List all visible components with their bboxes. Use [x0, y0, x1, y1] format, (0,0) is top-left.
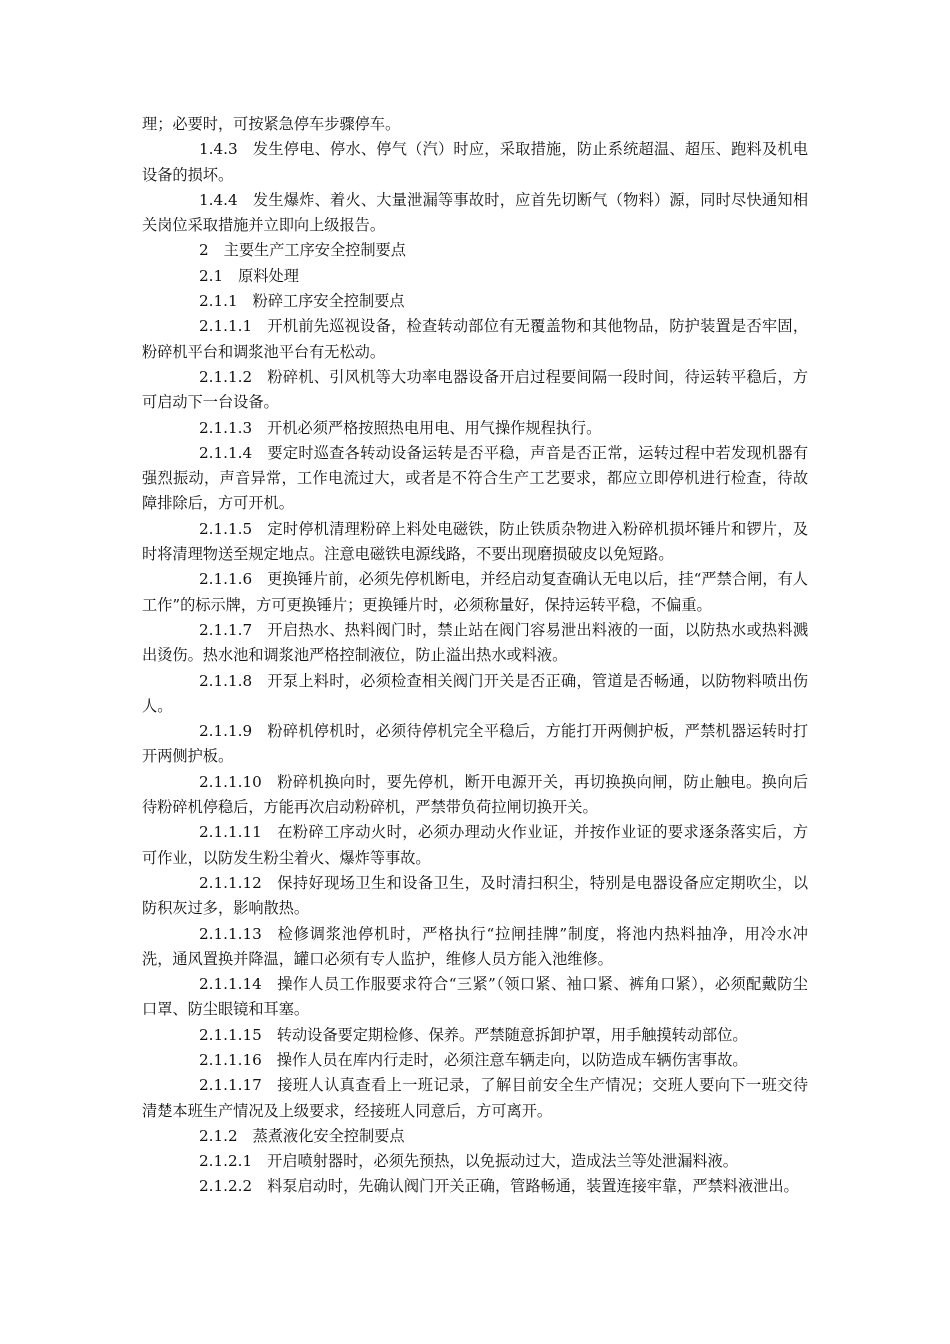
paragraph	[142, 188, 808, 239]
section-number: 2.1.1.16	[199, 1050, 262, 1069]
paragraph	[142, 719, 808, 770]
paragraph-text: 粉碎机停机时，必须待停机完全平稳后，方能打开两侧护板，严禁机器运转时打开两侧护板。	[142, 722, 808, 766]
paragraph	[142, 365, 808, 416]
paragraph	[142, 264, 808, 289]
paragraph	[142, 1149, 808, 1174]
paragraph	[142, 137, 808, 188]
section-number: 2.1.2.1	[199, 1152, 253, 1171]
paragraph	[142, 1023, 808, 1048]
paragraph-text: 开泵上料时，必须检查相关阀门开关是否正确，管道是否畅通，以防物料喷出伤人。	[142, 671, 808, 715]
paragraph-text: 主要生产工序安全控制要点	[223, 241, 406, 260]
paragraph	[142, 1124, 808, 1149]
paragraph-text: 开机前先巡视设备，检查转动部位有无覆盖物和其他物品，防护装置是否牢固，粉碎机平台和调浆池平台有无松动。	[142, 317, 808, 361]
paragraph	[142, 770, 808, 821]
paragraph	[142, 517, 808, 568]
section-number: 2	[199, 241, 209, 260]
section-number: 2.1.1.10	[199, 772, 262, 791]
paragraph	[142, 289, 808, 314]
paragraph-text: 操作人员在库内行走时，必须注意车辆走向，以防造成车辆伤害事故。	[276, 1050, 748, 1069]
paragraph	[142, 1073, 808, 1124]
paragraph-text: 粉碎机换向时，要先停机，断开电源开关，再切换换向闸，防止触电。换向后待粉碎机停稳后，方能再次启动粉碎机，严禁带负荷拉闸切换开关。	[142, 772, 808, 817]
paragraph-text: 理；必要时，可按紧急停车步骤停车。	[142, 115, 401, 133]
section-number: 2.1.1.13	[199, 924, 262, 943]
paragraph-text: 更换锤片前，必须先停机断电，并经启动复查确认无电以后，挂“严禁合闸，有人工作”的标示牌，方可更换锤片；更换锤片时，必须称量好，保持运转平稳，不偏重。	[142, 570, 808, 614]
paragraph-text: 原料处理	[238, 266, 299, 285]
section-number: 1.4.4	[199, 190, 238, 209]
paragraph	[142, 238, 808, 263]
paragraph	[142, 416, 808, 441]
paragraph	[142, 871, 808, 922]
section-number: 2.1.1.2	[199, 367, 253, 386]
paragraph	[142, 1174, 808, 1199]
section-number: 2.1.1.5	[199, 519, 253, 538]
document-body	[142, 112, 808, 1200]
paragraph-text: 蒸煮液化安全控制要点	[252, 1126, 405, 1145]
paragraph	[142, 1048, 808, 1073]
paragraph	[142, 972, 808, 1023]
section-number: 2.1	[199, 266, 224, 285]
paragraph-text: 在粉碎工序动火时，必须办理动火作业证，并按作业证的要求逐条落实后，方可作业，以防发生粉尘着火、爆炸等事故。	[142, 823, 808, 867]
paragraph-text: 定时停机清理粉碎上料处电磁铁，防止铁质杂物进入粉碎机损坏锤片和锣片，及时将清理物送至规定地点。注意电磁铁电源线路，不要出现磨损破皮以免短路。	[142, 519, 808, 564]
paragraph-text: 开机必须严格按照热电用电、用气操作规程执行。	[267, 418, 602, 437]
paragraph-text: 要定时巡查各转动设备运转是否平稳，声音是否正常，运转过程中若发现机器有强烈振动，声音异常，工作电流过大，或者是不符合生产工艺要求，都应立即停机进行检查，待故障排除后，方可开机。	[142, 443, 808, 513]
paragraph-text: 开启热水、热料阀门时，禁止站在阀门容易泄出料液的一面，以防热水或热料溅出烫伤。热水池和调浆池严格控制液位，防止溢出热水或料液。	[142, 620, 808, 665]
paragraph	[142, 618, 808, 669]
paragraph-text: 操作人员工作服要求符合“三紧”（领口紧、袖口紧、裤角口紧），必须配戴防尘口罩、防尘眼镜和耳塞。	[142, 975, 808, 1019]
section-number: 2.1.1.4	[199, 443, 253, 462]
section-number: 2.1.1.3	[199, 418, 253, 437]
paragraph	[142, 567, 808, 618]
section-number: 2.1.1.9	[199, 722, 253, 741]
section-number: 2.1.2.2	[199, 1177, 253, 1196]
section-number: 2.1.1.12	[199, 873, 262, 892]
paragraph	[142, 314, 808, 365]
section-number: 1.4.3	[199, 140, 238, 159]
section-number: 2.1.1.11	[199, 823, 262, 842]
paragraph-text: 检修调浆池停机时，严格执行“拉闸挂牌”制度，将池内热料抽净，用冷水冲洗，通风置换并降温，罐口必须有专人监护，维修人员方能入池维修。	[142, 924, 808, 968]
section-number: 2.1.1.7	[199, 620, 253, 639]
section-number: 2.1.1.14	[199, 975, 262, 994]
section-number: 2.1.1.15	[199, 1025, 262, 1044]
section-number: 2.1.1.17	[199, 1076, 262, 1095]
section-number: 2.1.1.8	[199, 671, 253, 690]
paragraph-text: 粉碎机、引风机等大功率电器设备开启过程要间隔一段时间，待运转平稳后，方可启动下一台设备。	[142, 367, 808, 412]
paragraph-text: 发生爆炸、着火、大量泄漏等事故时，应首先切断气（物料）源，同时尽快通知相关岗位采取措施并立即向上级报告。	[142, 190, 808, 235]
paragraph	[142, 112, 808, 137]
section-number: 2.1.1.1	[199, 317, 253, 336]
paragraph-text: 转动设备要定期检修、保养。严禁随意拆卸护罩，用手触摸转动部位。	[276, 1025, 748, 1044]
section-number: 2.1.1	[199, 292, 238, 311]
paragraph	[142, 441, 808, 517]
section-number: 2.1.1.6	[199, 570, 253, 589]
section-number: 2.1.2	[199, 1126, 238, 1145]
paragraph-text: 料泵启动时，先确认阀门开关正确，管路畅通，装置连接牢靠，严禁料液泄出。	[267, 1177, 799, 1196]
paragraph-text: 粉碎工序安全控制要点	[252, 292, 405, 311]
paragraph-text: 接班人认真查看上一班记录，了解目前安全生产情况；交班人要向下一班交待清楚本班生产情况及上级要求，经接班人同意后，方可离开。	[142, 1076, 808, 1120]
paragraph-text: 开启喷射器时，必须先预热，以免振动过大，造成法兰等处泄漏料液。	[267, 1152, 738, 1171]
paragraph-text: 保持好现场卫生和设备卫生，及时清扫积尘，特别是电器设备应定期吹尘，以防积灰过多，影响散热。	[142, 873, 808, 918]
paragraph	[142, 820, 808, 871]
paragraph-text: 发生停电、停水、停气（汽）时应，采取措施，防止系统超温、超压、跑料及机电设备的损坏。	[142, 140, 808, 184]
paragraph	[142, 669, 808, 720]
paragraph	[142, 922, 808, 973]
